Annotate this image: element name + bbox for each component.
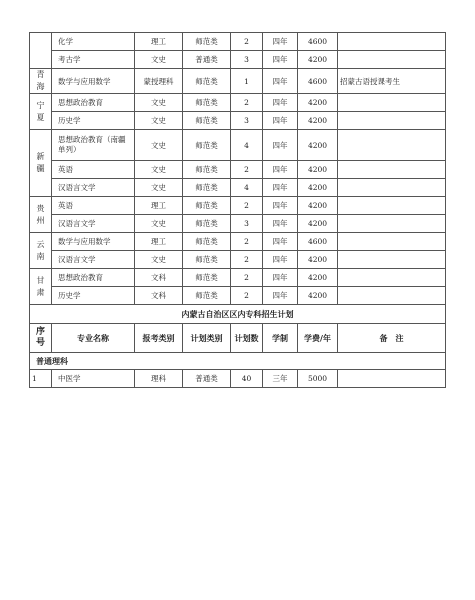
upper-table-body <box>30 33 446 305</box>
note-cell <box>338 130 446 161</box>
plan-count-cell: 2 <box>231 269 263 287</box>
years-cell: 四年 <box>263 233 298 251</box>
table-row <box>30 179 446 197</box>
table-row <box>30 51 446 69</box>
years-cell: 四年 <box>263 161 298 179</box>
category-cell: 文史 <box>135 179 183 197</box>
plan-type-cell: 师范类 <box>183 287 231 305</box>
header-type: 计划类别 <box>183 324 231 353</box>
category-cell: 理工 <box>135 197 183 215</box>
table-row <box>30 161 446 179</box>
plan-type-cell: 普通类 <box>183 370 231 388</box>
plan-type-cell: 师范类 <box>183 233 231 251</box>
plan-count-cell: 1 <box>231 69 263 94</box>
header-plan: 计划数 <box>231 324 263 353</box>
plan-count-cell: 4 <box>231 130 263 161</box>
major-cell: 汉语言文学 <box>52 215 135 233</box>
note-cell <box>338 51 446 69</box>
table-row <box>30 287 446 305</box>
plan-count-cell: 2 <box>231 161 263 179</box>
major-cell: 历史学 <box>52 112 135 130</box>
category-cell: 文科 <box>135 269 183 287</box>
plan-count-cell: 2 <box>231 251 263 269</box>
fee-cell: 4600 <box>298 233 338 251</box>
row-number-cell: 1 <box>30 370 52 388</box>
major-cell: 思想政治教育 <box>52 94 135 112</box>
table-row <box>30 269 446 287</box>
note-cell <box>338 112 446 130</box>
category-cell: 文科 <box>135 287 183 305</box>
province-cell <box>30 33 52 69</box>
table-row <box>30 251 446 269</box>
years-cell: 四年 <box>263 112 298 130</box>
note-cell <box>338 251 446 269</box>
category-cell: 文史 <box>135 51 183 69</box>
years-cell: 四年 <box>263 94 298 112</box>
fee-cell: 4200 <box>298 112 338 130</box>
plan-type-cell: 师范类 <box>183 251 231 269</box>
fee-cell: 4200 <box>298 215 338 233</box>
province-cell: 青海 <box>30 69 52 94</box>
category-cell: 理工 <box>135 33 183 51</box>
fee-cell: 5000 <box>298 370 338 388</box>
province-cell: 甘肃 <box>30 269 52 305</box>
category-cell: 文史 <box>135 251 183 269</box>
fee-cell: 4200 <box>298 269 338 287</box>
column-header-row <box>30 324 446 353</box>
years-cell: 四年 <box>263 287 298 305</box>
note-cell <box>338 33 446 51</box>
plan-type-cell: 师范类 <box>183 179 231 197</box>
major-cell: 数学与应用数学 <box>52 69 135 94</box>
years-cell: 三年 <box>263 370 298 388</box>
years-cell: 四年 <box>263 33 298 51</box>
fee-cell: 4200 <box>298 161 338 179</box>
fee-cell: 4600 <box>298 69 338 94</box>
plan-count-cell: 40 <box>231 370 263 388</box>
lower-table-body <box>30 305 446 388</box>
note-cell <box>338 197 446 215</box>
header-years: 学制 <box>263 324 298 353</box>
header-category: 报考类别 <box>135 324 183 353</box>
plan-count-cell: 2 <box>231 233 263 251</box>
plan-type-cell: 师范类 <box>183 130 231 161</box>
plan-count-cell: 3 <box>231 215 263 233</box>
header-fee: 学费/年 <box>298 324 338 353</box>
major-cell: 英语 <box>52 161 135 179</box>
major-cell: 思想政治教育（南疆单列） <box>52 130 135 161</box>
table-row <box>30 112 446 130</box>
fee-cell: 4200 <box>298 287 338 305</box>
note-cell <box>338 269 446 287</box>
major-cell: 历史学 <box>52 287 135 305</box>
section-label: 普通理科 <box>30 353 446 370</box>
major-cell: 化学 <box>52 33 135 51</box>
plan-type-cell: 师范类 <box>183 69 231 94</box>
years-cell: 四年 <box>263 215 298 233</box>
table-row <box>30 69 446 94</box>
note-cell <box>338 370 446 388</box>
plan-count-cell: 3 <box>231 51 263 69</box>
plan-type-cell: 师范类 <box>183 215 231 233</box>
fee-cell: 4200 <box>298 94 338 112</box>
plan-type-cell: 师范类 <box>183 112 231 130</box>
header-note: 备 注 <box>338 324 446 353</box>
plan-count-cell: 2 <box>231 287 263 305</box>
plan-count-cell: 2 <box>231 33 263 51</box>
plan-count-cell: 4 <box>231 179 263 197</box>
major-cell: 汉语言文学 <box>52 251 135 269</box>
fee-cell: 4200 <box>298 51 338 69</box>
section-row <box>30 353 446 370</box>
category-cell: 文史 <box>135 215 183 233</box>
plan-type-cell: 师范类 <box>183 197 231 215</box>
major-cell: 汉语言文学 <box>52 179 135 197</box>
category-cell: 文史 <box>135 112 183 130</box>
years-cell: 四年 <box>263 130 298 161</box>
years-cell: 四年 <box>263 251 298 269</box>
note-cell <box>338 233 446 251</box>
major-cell: 中医学 <box>52 370 135 388</box>
note-cell <box>338 94 446 112</box>
fee-cell: 4200 <box>298 197 338 215</box>
table-row <box>30 215 446 233</box>
major-cell: 英语 <box>52 197 135 215</box>
note-cell <box>338 215 446 233</box>
category-cell: 文史 <box>135 94 183 112</box>
category-cell: 蒙授理科 <box>135 69 183 94</box>
fee-cell: 4200 <box>298 251 338 269</box>
header-no: 序号 <box>30 324 52 353</box>
note-cell <box>338 179 446 197</box>
fee-cell: 4600 <box>298 33 338 51</box>
plan-type-cell: 普通类 <box>183 51 231 69</box>
province-cell: 云南 <box>30 233 52 269</box>
category-cell: 文史 <box>135 161 183 179</box>
fee-cell: 4200 <box>298 179 338 197</box>
province-cell: 贵州 <box>30 197 52 233</box>
plan-count-cell: 3 <box>231 112 263 130</box>
province-cell: 新疆 <box>30 130 52 197</box>
major-cell: 考古学 <box>52 51 135 69</box>
table-row <box>30 197 446 215</box>
table-row <box>30 33 446 51</box>
plan-type-cell: 师范类 <box>183 269 231 287</box>
plan-type-cell: 师范类 <box>183 33 231 51</box>
plan-type-cell: 师范类 <box>183 94 231 112</box>
plan-type-cell: 师范类 <box>183 161 231 179</box>
note-cell <box>338 161 446 179</box>
enrollment-plan-table <box>29 32 446 388</box>
plan-count-cell: 2 <box>231 197 263 215</box>
table-row <box>30 94 446 112</box>
fee-cell: 4200 <box>298 130 338 161</box>
plan-count-cell: 2 <box>231 94 263 112</box>
years-cell: 四年 <box>263 69 298 94</box>
lower-table-title: 内蒙古自治区区内专科招生计划 <box>30 305 446 324</box>
header-major: 专业名称 <box>52 324 135 353</box>
note-cell <box>338 287 446 305</box>
major-cell: 数学与应用数学 <box>52 233 135 251</box>
table-row <box>30 130 446 161</box>
category-cell: 理工 <box>135 233 183 251</box>
major-cell: 思想政治教育 <box>52 269 135 287</box>
category-cell: 文史 <box>135 130 183 161</box>
table-title-row <box>30 305 446 324</box>
years-cell: 四年 <box>263 179 298 197</box>
province-cell: 宁夏 <box>30 94 52 130</box>
category-cell: 理科 <box>135 370 183 388</box>
years-cell: 四年 <box>263 269 298 287</box>
years-cell: 四年 <box>263 197 298 215</box>
years-cell: 四年 <box>263 51 298 69</box>
table-row <box>30 233 446 251</box>
table-row <box>30 370 446 388</box>
note-cell: 招蒙古语授课考生 <box>338 69 446 94</box>
